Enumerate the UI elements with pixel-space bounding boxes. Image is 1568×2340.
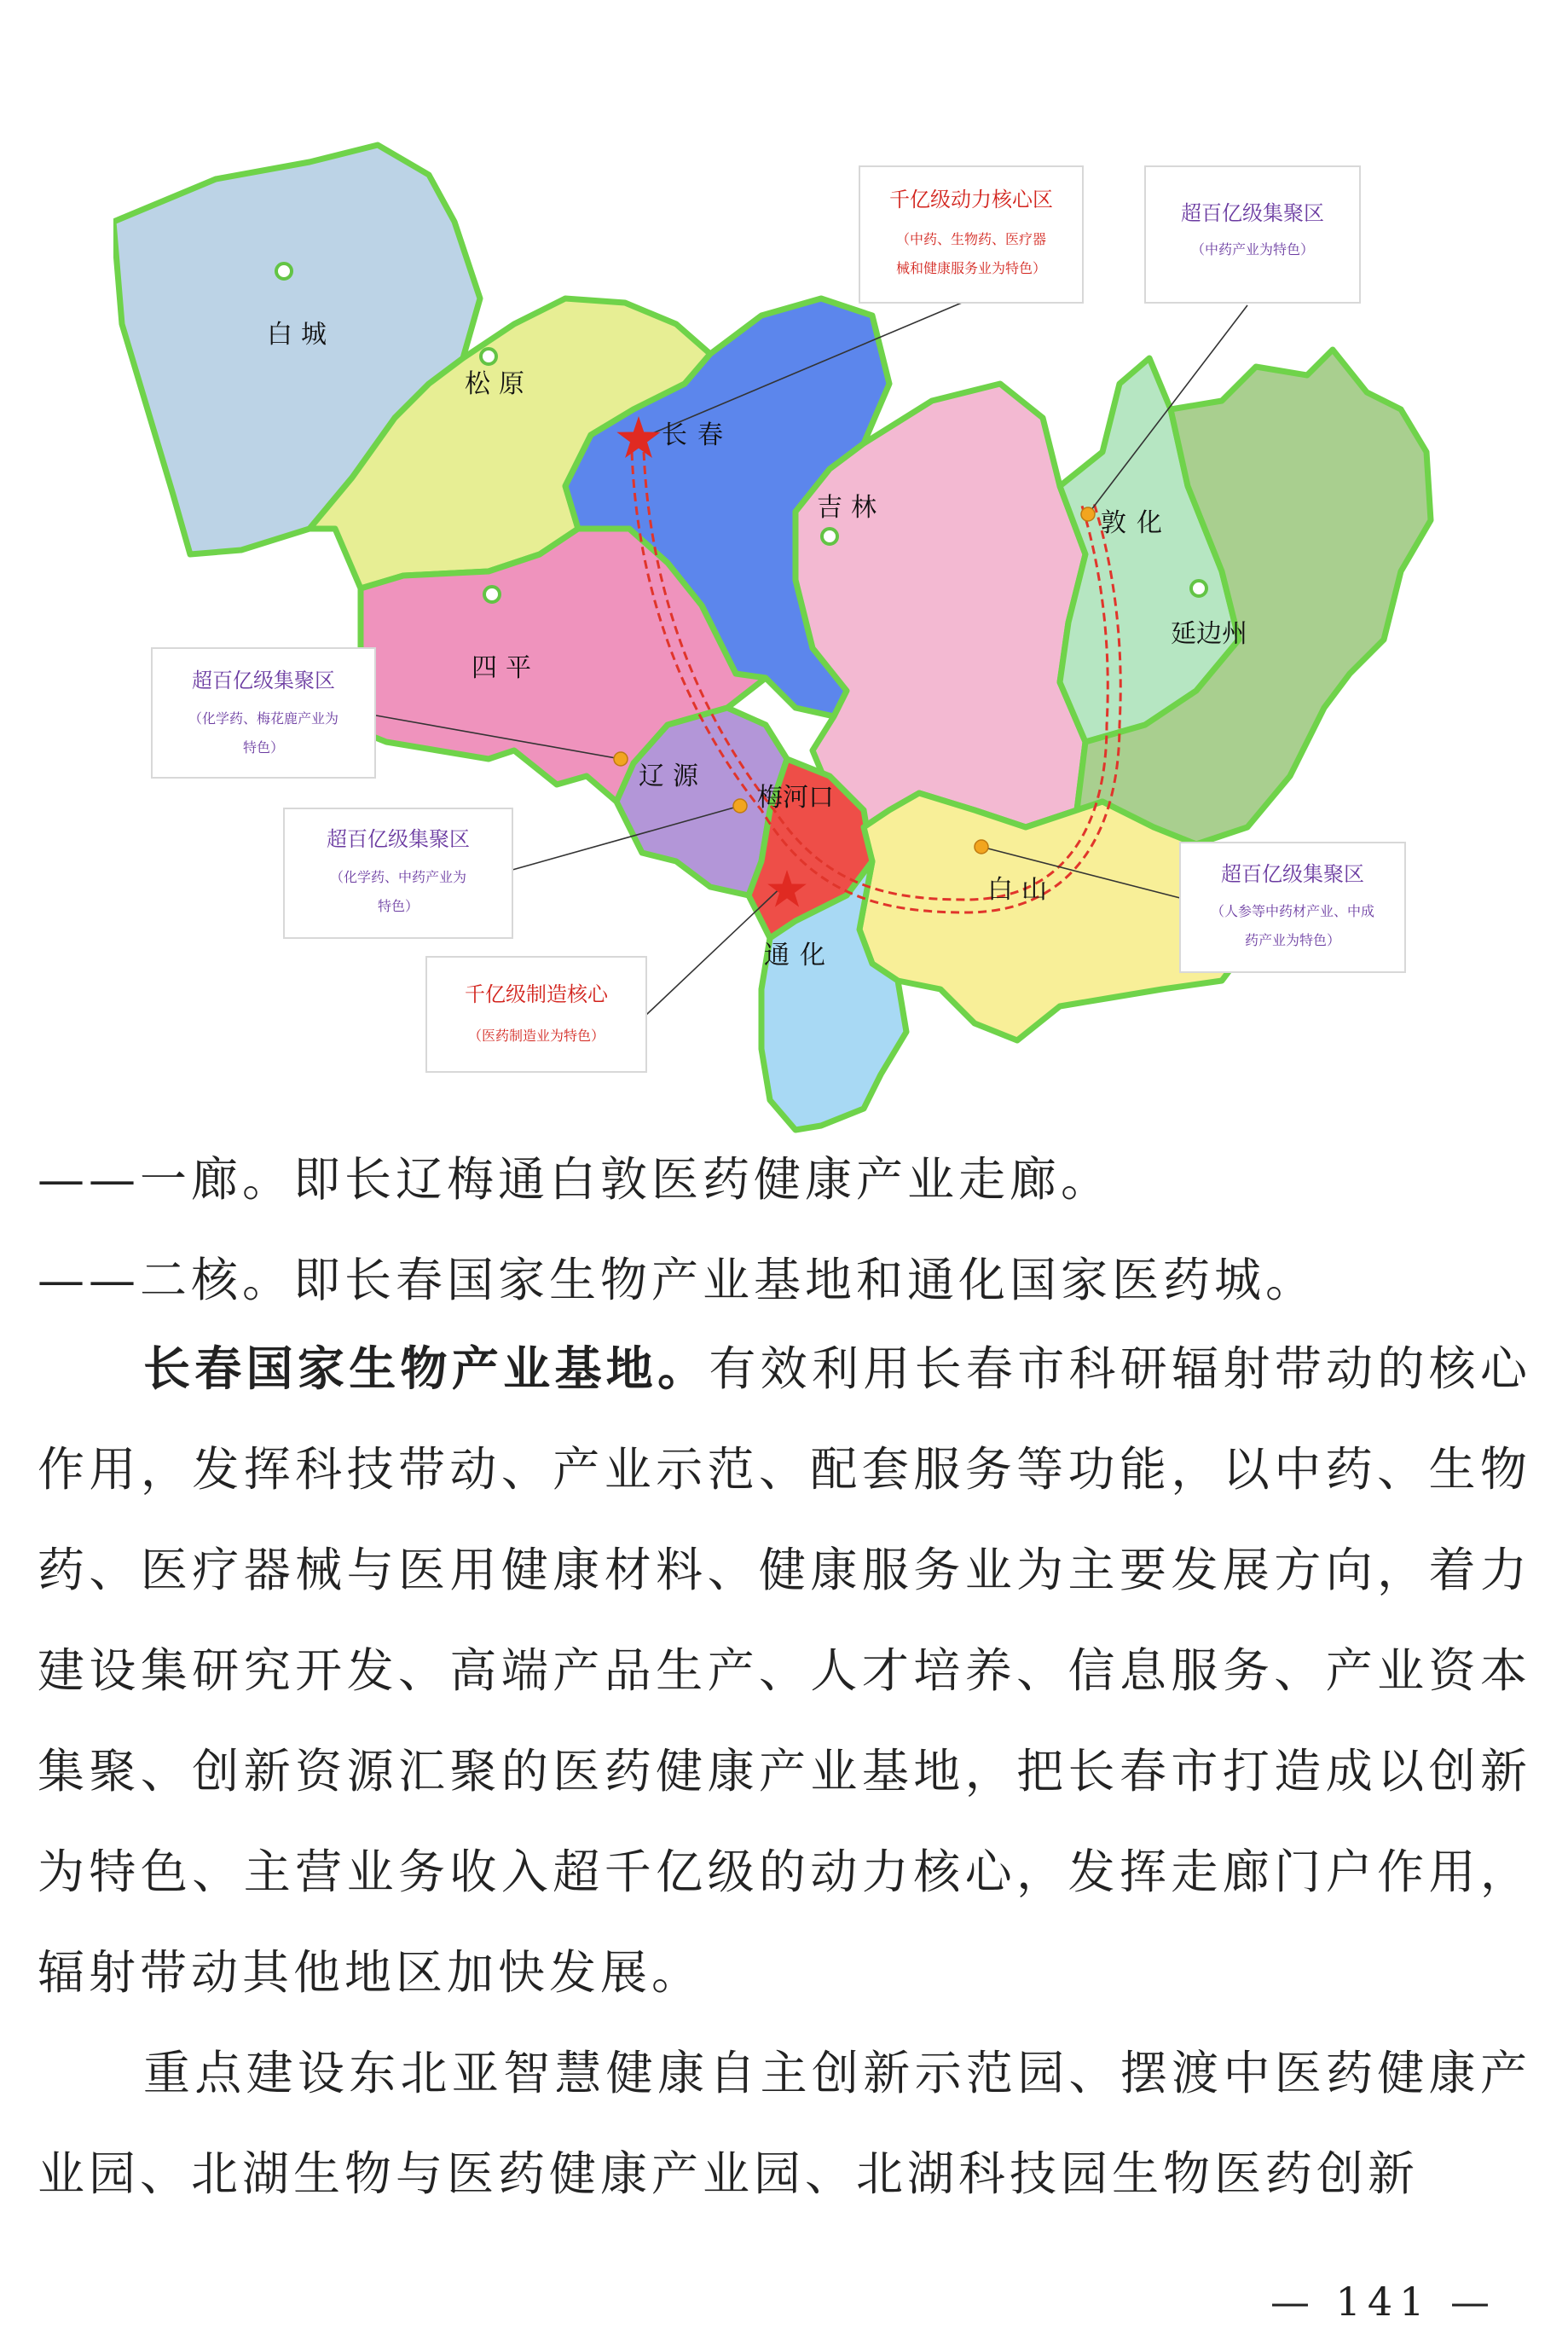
svg-text:（人参等中药材产业、中成: （人参等中药材产业、中成 [1210, 903, 1375, 919]
svg-text:（化学药、梅花鹿产业为: （化学药、梅花鹿产业为 [188, 710, 339, 727]
svg-text:千亿级制造核心: 千亿级制造核心 [465, 982, 608, 1006]
cluster-marker [614, 752, 628, 766]
region-label: 四平 [472, 653, 540, 683]
corridor-line-text: ——一廊。即长辽梅通白敦医药健康产业走廊。 [38, 1152, 1113, 1207]
cluster-marker [733, 799, 747, 813]
region-label: 延边州 [1171, 619, 1247, 649]
callout-changchun-core [859, 166, 1083, 303]
region-label: 白山 [987, 875, 1056, 905]
region-label: 敦化 [1101, 508, 1172, 538]
paragraph-changchun-base [38, 1318, 1531, 2023]
city-marker [1191, 581, 1206, 596]
svg-text:超百亿级集聚区: 超百亿级集聚区 [192, 669, 335, 692]
svg-text:特色）: 特色） [242, 739, 285, 756]
paragraph-heading: 长春国家生物产业基地。 [143, 1341, 709, 1396]
region-label: 吉林 [817, 493, 885, 523]
svg-text:（中药产业为特色）: （中药产业为特色） [1190, 241, 1315, 258]
city-marker [484, 587, 500, 602]
svg-text:（医药制造业为特色）: （医药制造业为特色） [467, 1028, 605, 1044]
svg-text:超百亿级集聚区: 超百亿级集聚区 [1221, 862, 1364, 886]
region-label: 松原 [465, 369, 533, 399]
callout-meihekou-cluster [284, 808, 512, 938]
svg-text:特色）: 特色） [377, 898, 419, 914]
region-label: 通化 [764, 941, 836, 970]
cluster-marker [1081, 507, 1095, 521]
svg-text:千亿级动力核心区: 千亿级动力核心区 [889, 188, 1053, 211]
callout-baishan-cluster [1180, 843, 1405, 972]
city-marker [822, 529, 837, 544]
cores-line-text: ——二核。即长春国家生物产业基地和通化国家医药城。 [38, 1253, 1317, 1307]
paragraph-body: 有效利用长春市科研辐射带动的核心作用，发挥科技带动、产业示范、配套服务等功能，以中药、生物药、医疗器械与医用健康材料、健康服务业为主要发展方向，着力建设集研究开发、高端产品生产、人才培养、信息服务、产业资本集聚、创新资源汇聚的医药健康产业基地，把长春市打造成以创新为特色、主营业务收入超千亿级的动力核心，发挥走廊门户作用，辐射带动其他地区加快发展。 [38, 1341, 1531, 2000]
jilin-medical-industry-map [113, 128, 1452, 1136]
svg-text:超百亿级集聚区: 超百亿级集聚区 [1181, 201, 1324, 225]
callout-tonghua-core [426, 957, 646, 1072]
svg-text:药产业为特色）: 药产业为特色） [1244, 932, 1341, 948]
city-marker [481, 349, 496, 364]
callout-dunhua-cluster [1145, 166, 1360, 303]
region-label: 长春 [662, 420, 733, 450]
region-label: 白城 [267, 320, 335, 350]
page-number: — 141 — [1270, 2279, 1497, 2325]
cluster-marker [975, 840, 988, 854]
svg-text:械和健康服务业为特色）: 械和健康服务业为特色） [895, 260, 1047, 276]
region-label: 梅河口 [757, 783, 834, 813]
svg-text:（中药、生物药、医疗器: （中药、生物药、医疗器 [895, 231, 1047, 247]
paragraph-key-parks: 重点建设东北亚智慧健康自主创新示范园、摆渡中医药健康产业园、北湖生物与医药健康产业园、北湖科技园生物医药创新 [38, 2046, 1531, 2201]
svg-text:超百亿级集聚区: 超百亿级集聚区 [327, 827, 470, 851]
callout-liaoyuan-cluster [152, 648, 375, 778]
region-label: 辽源 [639, 762, 707, 791]
svg-text:（化学药、中药产业为: （化学药、中药产业为 [329, 869, 467, 885]
city-marker [276, 264, 292, 279]
